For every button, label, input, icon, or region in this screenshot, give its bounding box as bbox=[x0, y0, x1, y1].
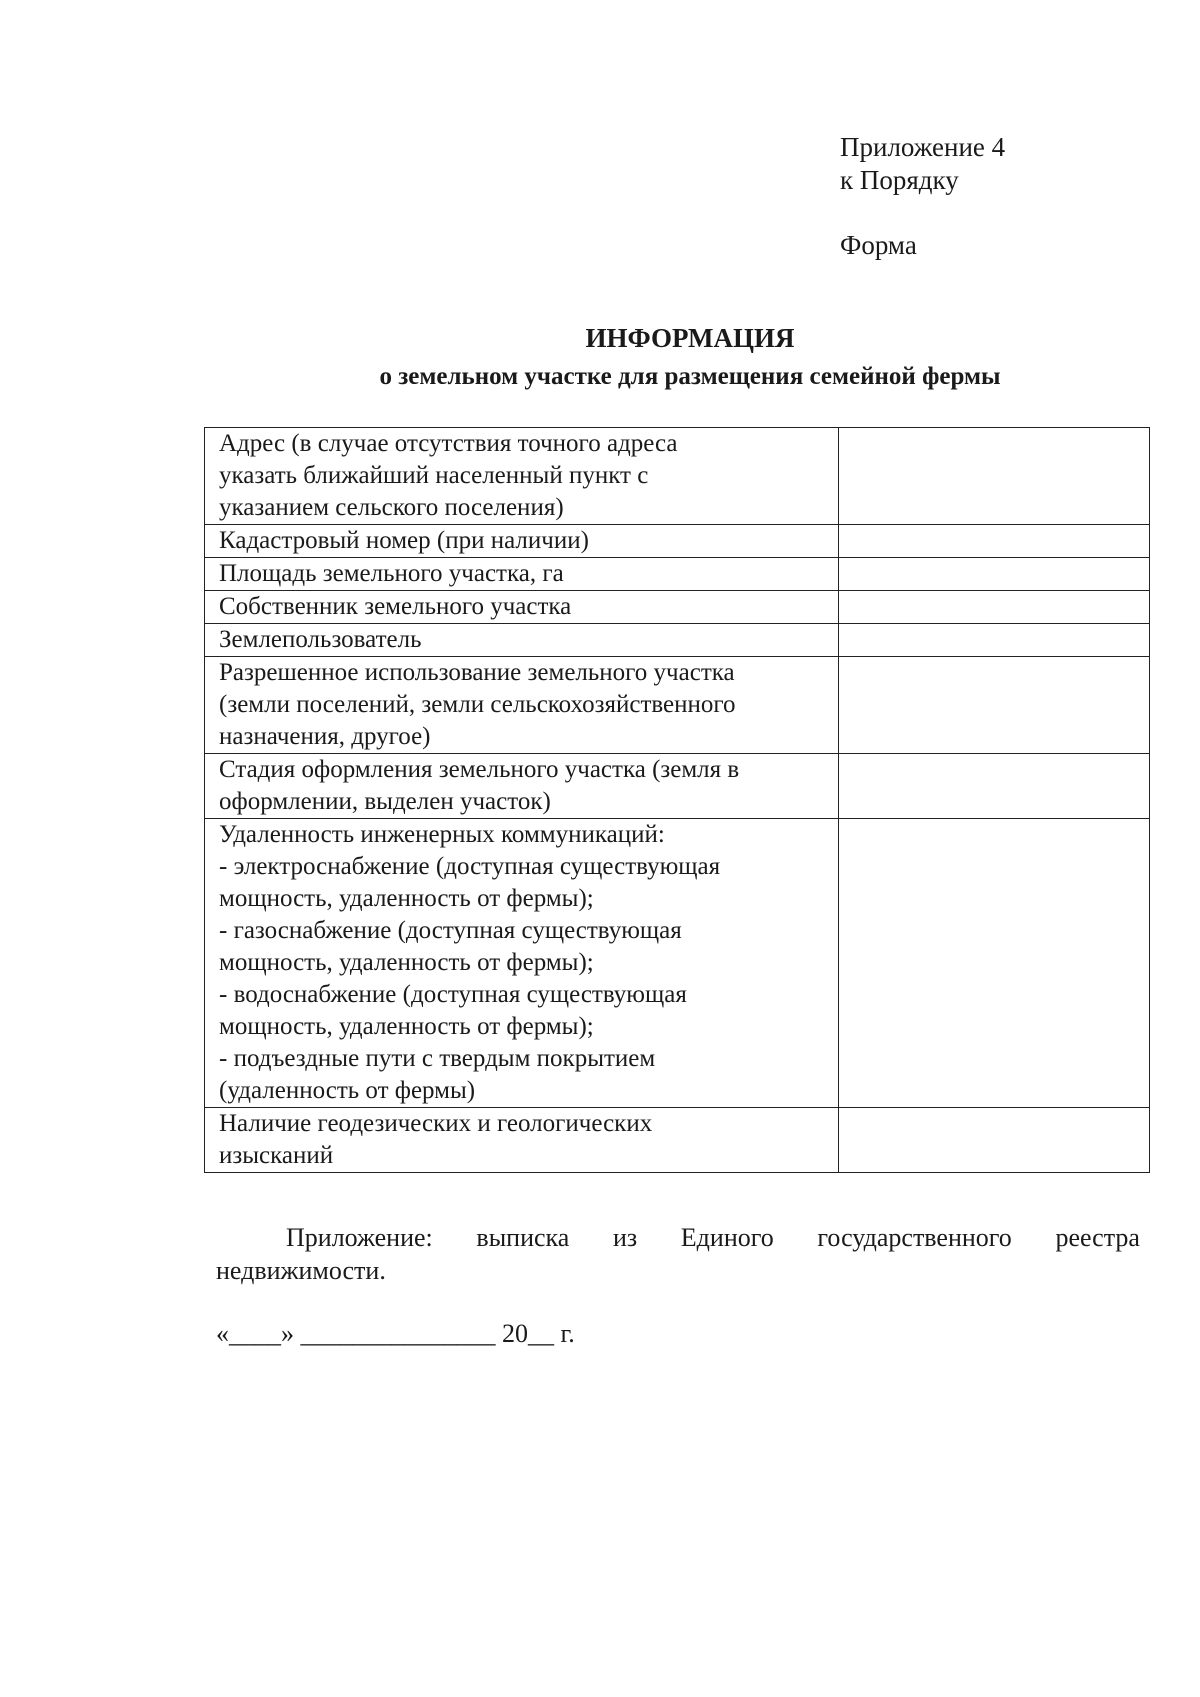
attachment-header bbox=[840, 131, 1005, 262]
row-label: Разрешенное использование земельного участка (земли поселений, земли сельскохозяйственного назначения, другое) bbox=[205, 657, 839, 754]
row-label: Стадия оформления земельного участка (земля в оформлении, выделен участок) bbox=[205, 754, 839, 819]
row-value bbox=[839, 558, 1150, 591]
row-label: Наличие геодезических и геологических изысканий bbox=[205, 1108, 839, 1173]
row-value bbox=[839, 819, 1150, 1108]
table-row bbox=[205, 624, 1150, 657]
document-title: ИНФОРМАЦИЯ bbox=[585, 323, 795, 353]
date-line: «____» _______________ 20__ г. bbox=[216, 1319, 575, 1348]
appendix-word: выписка bbox=[476, 1223, 570, 1252]
table-row bbox=[205, 558, 1150, 591]
row-value bbox=[839, 657, 1150, 754]
table-row bbox=[205, 754, 1150, 819]
appendix-note bbox=[216, 1221, 1140, 1287]
document-subtitle: о земельном участке для размещения семейной фермы bbox=[379, 363, 1001, 390]
appendix-word: Приложение: bbox=[286, 1223, 433, 1252]
form-label: Форма bbox=[840, 230, 917, 260]
appendix-word: государственного bbox=[817, 1223, 1012, 1252]
row-value bbox=[839, 754, 1150, 819]
row-value bbox=[839, 428, 1150, 525]
row-value bbox=[839, 525, 1150, 558]
appendix-word: реестра bbox=[1055, 1223, 1140, 1252]
table-row bbox=[205, 525, 1150, 558]
table-row bbox=[205, 819, 1150, 1108]
appendix-word: из bbox=[612, 1223, 638, 1252]
attachment-reference: к Порядку bbox=[840, 165, 959, 195]
row-value bbox=[839, 591, 1150, 624]
appendix-line-1 bbox=[216, 1221, 1140, 1254]
table-row bbox=[205, 657, 1150, 754]
row-label: Собственник земельного участка bbox=[205, 591, 839, 624]
attachment-number: Приложение 4 bbox=[840, 132, 1006, 162]
table-row bbox=[205, 591, 1150, 624]
row-value bbox=[839, 1108, 1150, 1173]
table-row bbox=[205, 428, 1150, 525]
appendix-line-2: недвижимости. bbox=[216, 1256, 386, 1285]
land-info-table bbox=[204, 427, 1150, 1173]
row-label: Землепользователь bbox=[205, 624, 839, 657]
row-label: Удаленность инженерных коммуникаций: - электроснабжение (доступная существующая мощность, удаленность от фермы); - газоснабжение (доступная существующая мощность, удаленность от фермы); - водоснабжение (доступная существующая мощность, удаленность от фермы); - подъездные пути с твердым покрытием (удаленность от фермы) bbox=[205, 819, 839, 1108]
table-row bbox=[205, 1108, 1150, 1173]
row-label: Кадастровый номер (при наличии) bbox=[205, 525, 839, 558]
row-label: Площадь земельного участка, га bbox=[205, 558, 839, 591]
row-value bbox=[839, 624, 1150, 657]
row-label: Адрес (в случае отсутствия точного адреса указать ближайший населенный пункт с указанием сельского поселения) bbox=[205, 428, 839, 525]
appendix-word: Единого bbox=[680, 1223, 774, 1252]
